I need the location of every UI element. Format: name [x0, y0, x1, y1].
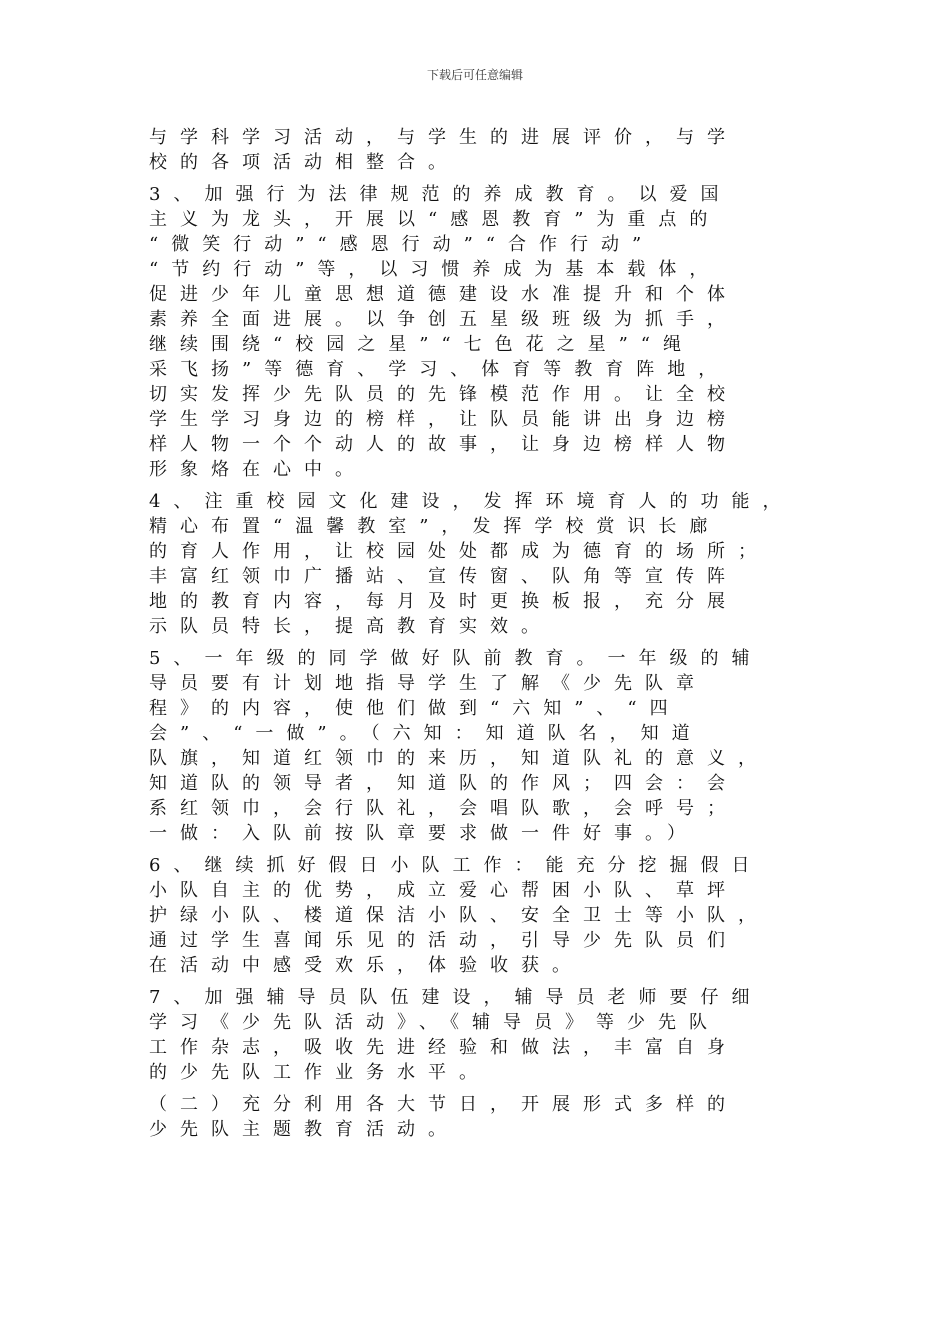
text-line: （二）充分利用各大节日，开展形式多样的: [149, 1094, 738, 1115]
text-line: 地的教育内容，每月及时更换板报，充分展: [149, 591, 738, 612]
text-line: 与学科学习活动，与学生的进展评价，与学: [149, 127, 738, 148]
text-line: 学习《少先队活动》、《辅导员》等少先队: [149, 1012, 720, 1033]
text-line: 5、一年级的同学做好队前教育。一年级的辅: [149, 648, 763, 669]
text-line: 少先队主题教育活动。: [149, 1119, 459, 1140]
text-line: 切实发挥少先队员的先锋模范作用。让全校: [149, 384, 738, 405]
text-line: 精心布置“温馨教室”，发挥学校赏识长廊: [149, 516, 721, 537]
paragraph: [149, 182, 799, 482]
text-line: 护绿小队、楼道保洁小队、安全卫士等小队，: [149, 905, 769, 926]
text-line: 知道队的领导者，知道队的作风；四会：会: [149, 773, 738, 794]
text-line: “节约行动”等，以习惯养成为基本载体，: [149, 259, 721, 280]
paragraph: [149, 853, 799, 978]
paragraph: [149, 489, 799, 639]
text-line: 程》的内容，使他们做到“六知”、“四: [149, 698, 681, 719]
text-line: 采飞扬”等德育、学习、体育等教育阵地，: [149, 359, 730, 380]
text-line: 一做：入队前按队章要求做一件好事。）: [149, 823, 698, 844]
text-line: 4、注重校园文化建设，发挥环境育人的功能，: [149, 491, 794, 512]
text-line: 通过学生喜闻乐见的活动，引导少先队员们: [149, 930, 738, 951]
paragraph: [149, 1092, 799, 1142]
text-line: 7、加强辅导员队伍建设，辅导员老师要仔细: [149, 987, 763, 1008]
text-line: 促进少年儿童思想道德建设水准提升和个体: [149, 284, 738, 305]
text-line: 形象烙在心中。: [149, 459, 366, 480]
paragraph: [149, 125, 799, 175]
text-line: 小队自主的优势，成立爱心帮困小队、草坪: [149, 880, 738, 901]
page-header: 下载后可任意编辑: [426, 68, 523, 82]
document-body: [149, 125, 799, 1149]
text-line: 丰富红领巾广播站、宣传窗、队角等宣传阵: [149, 566, 738, 587]
text-line: 工作杂志，吸收先进经验和做法，丰富自身: [149, 1037, 738, 1058]
paragraph: [149, 985, 799, 1085]
text-line: 校的各项活动相整合。: [149, 152, 459, 173]
text-line: 导员要有计划地指导学生了解《少先队章: [149, 673, 707, 694]
text-line: 学生学习身边的榜样，让队员能讲出身边榜: [149, 409, 738, 430]
paragraph: [149, 646, 799, 846]
text-line: 会”、“一做”。（六知：知道队名，知道: [149, 723, 703, 744]
text-line: 素养全面进展。以争创五星级班级为抓手，: [149, 309, 738, 330]
text-line: “微笑行动”“感恩行动”“合作行动”: [149, 234, 655, 255]
text-line: 示队员特长，提高教育实效。: [149, 616, 552, 637]
text-line: 样人物一个个动人的故事，让身边榜样人物: [149, 434, 738, 455]
text-line: 3、加强行为法律规范的养成教育。以爱国: [149, 184, 732, 205]
text-line: 队旗，知道红领巾的来历，知道队礼的意义，: [149, 748, 769, 769]
text-line: 的育人作用，让校园处处都成为德育的场所；: [149, 541, 769, 562]
text-line: 的少先队工作业务水平。: [149, 1062, 490, 1083]
text-line: 继续围绕“校园之星”“七色花之星”“绳: [149, 334, 695, 355]
text-line: 主义为龙头，开展以“感恩教育”为重点的: [149, 209, 721, 230]
text-line: 在活动中感受欢乐，体验收获。: [149, 955, 583, 976]
text-line: 6、继续抓好假日小队工作：能充分挖掘假日: [149, 855, 763, 876]
text-line: 系红领巾，会行队礼，会唱队歌，会呼号；: [149, 798, 738, 819]
